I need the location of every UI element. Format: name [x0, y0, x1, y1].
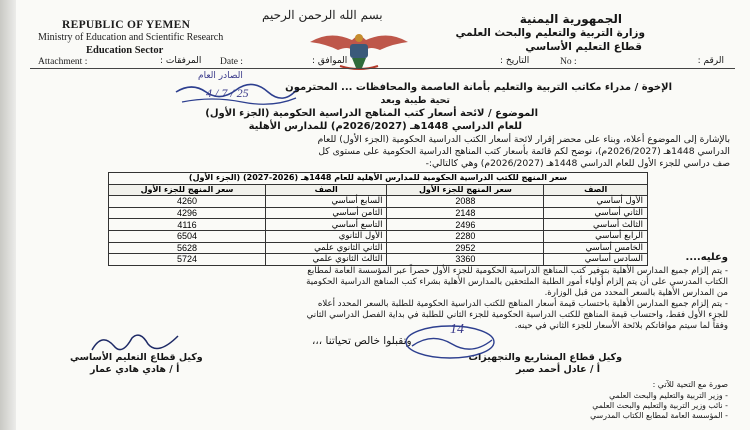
date-label-ar: التاريخ : — [500, 56, 530, 66]
grade-cell: الأول أساسي — [544, 196, 648, 208]
price-table — [108, 172, 648, 266]
scan-edge-shadow — [0, 0, 16, 430]
attachments-label-ar: المرفقات : — [160, 56, 202, 66]
header-sector-en: Education Sector — [86, 45, 164, 56]
grade-cell: الخامس أساسي — [544, 242, 648, 254]
table-row — [109, 230, 648, 242]
subject-line-1: الموضوع / لائحة أسعار كتب المناهج الدراسية الحكومية (الجزء الأول) — [205, 108, 538, 119]
notes-heading: وعليه.... — [685, 252, 728, 263]
grade-cell: التاسع أساسي — [265, 219, 386, 231]
price-cell: 2280 — [387, 230, 544, 242]
table-row — [109, 254, 648, 266]
closing-line: وتقبلوا خالص تحياتنا ،،، — [312, 335, 412, 347]
grade-cell: الثالث الثانوي علمي — [265, 254, 386, 266]
hijri-label-ar: الموافق : — [312, 56, 348, 66]
price-cell: 4116 — [109, 219, 266, 231]
note-line: للجزء الأول فقط، واحتساب قيمة المناهج للكتب الدراسية الحكومية للجزء الثاني للطلبة في بداية الفصل الدراسي الثاني — [306, 310, 728, 320]
price-cell: 2496 — [387, 219, 544, 231]
date-label-en: Date : — [220, 57, 243, 67]
cc-item: - وزير التربية والتعليم والبحث العلمي — [609, 391, 728, 400]
header-price-a: سعر المنهج للجزء الأول — [387, 184, 544, 196]
signature-title-left: وكيل قطاع التعليم الأساسي — [70, 352, 203, 363]
price-cell: 5628 — [109, 242, 266, 254]
price-cell: 6504 — [109, 230, 266, 242]
grade-cell: الأول الثانوي — [265, 230, 386, 242]
body-paragraph-2: الدراسي 1448هـ (2026/2027م)، نوضح لكم قائمة بأسعار كتب المناهج الدراسية الحكومية على مستوى كل — [318, 146, 730, 157]
grade-cell: الثاني الثانوي علمي — [265, 242, 386, 254]
price-cell: 2088 — [387, 196, 544, 208]
grade-cell: الثامن أساسي — [265, 207, 386, 219]
greeting: تحية طيبة وبعد — [380, 95, 450, 106]
number-label-ar: الرقم : — [697, 56, 724, 66]
table-row — [109, 242, 648, 254]
handwritten-date: 4 / 7 / 25 — [206, 86, 249, 100]
price-table-header-row — [109, 184, 648, 196]
handwritten-signature-right — [392, 322, 502, 362]
signature-title-right: وكيل قطاع المشاريع والتجهيزات — [468, 352, 622, 363]
grade-cell: الثالث أساسي — [544, 219, 648, 231]
subject-line-2: للعام الدراسي 1448هـ (2026/2027م) للمدارس الأهلية — [248, 121, 522, 132]
outgoing-stamp: الصادر العام — [198, 71, 243, 81]
note-line: - يتم إلزام جميع المدارس الأهلية باحتساب قيمة أسعار المناهج للكتب الدراسية الحكومية للطلبة بالسعر المحدد أعلاه — [317, 299, 728, 309]
addressee: الإخوة / مدراء مكاتب التربية والتعليم بأمانة العاصمة والمحافظات ... المحترمون — [285, 82, 672, 93]
price-cell: 2952 — [387, 242, 544, 254]
price-cell: 3360 — [387, 254, 544, 266]
table-row — [109, 196, 648, 208]
cc-item: - المؤسسة العامة لمطابع الكتاب المدرسي — [590, 411, 728, 420]
handwritten-number: 14 — [450, 322, 464, 337]
price-table-caption: سعر المنهج للكتب الدراسية الحكومية للمدارس الأهلية للعام 1448هـ (2026-2027) (الجزء الأول) — [109, 173, 648, 185]
eagle-emblem-icon — [300, 22, 418, 74]
header-country-en: REPUBLIC OF YEMEN — [62, 19, 191, 31]
note-line: - يتم إلزام جميع المدارس الأهلية بتوفير كتب المناهج الدراسية الحكومية للجزء الأول حصراً عبر المؤسسة العامة لمطابع — [307, 266, 728, 276]
grade-cell: السابع أساسي — [265, 196, 386, 208]
header-grade-b: الصف — [265, 184, 386, 196]
header-grade-a: الصف — [544, 184, 648, 196]
price-cell: 4296 — [109, 207, 266, 219]
price-table-caption-row — [109, 173, 648, 185]
grade-cell: السادس أساسي — [544, 254, 648, 266]
signature-name-right: أ / عادل أحمد صبر — [515, 364, 600, 375]
header-country-ar: الجمهورية اليمنية — [519, 12, 622, 26]
table-row — [109, 207, 648, 219]
attachment-label-en: Attachment : — [38, 57, 88, 67]
header-price-b: سعر المنهج للجزء الأول — [109, 184, 266, 196]
bismillah: بسم الله الرحمن الرحيم — [262, 8, 383, 22]
header-divider — [30, 68, 735, 69]
header-sector-ar: قطاع التعليم الأساسي — [525, 41, 642, 53]
grade-cell: الثاني أساسي — [544, 207, 648, 219]
cc-heading: صورة مع التحية للآتي : — [652, 380, 728, 389]
body-paragraph-3: صف دراسي للجزء الأول للعام الدراسي 1448هـ (2026/2027م) وهي كالتالي:- — [425, 158, 730, 169]
cc-item: - نائب وزير التربية والتعليم والبحث العلمي — [592, 401, 728, 410]
price-cell: 2148 — [387, 207, 544, 219]
no-label-en: No : — [560, 57, 577, 67]
price-cell: 4260 — [109, 196, 266, 208]
grade-cell: الرابع أساسي — [544, 230, 648, 242]
note-line: وفقاً لما سيتم موافاتكم بلائحة الأسعار للجزء الثاني في حينه. — [514, 321, 728, 331]
header-ministry-ar: وزارة التربية والتعليم والبحث العلمي — [455, 27, 645, 39]
handwritten-signature-left — [88, 328, 183, 358]
note-line: من المدارس الأهلية بالسعر المحدد من قبل الوزارة. — [544, 288, 728, 298]
body-paragraph-1: بالإشارة إلى الموضوع أعلاه، وبناء على محضر إقرار لائحة أسعار الكتب الدراسية الحكومية (الجزء الأول) للعام — [317, 134, 730, 145]
table-row — [109, 219, 648, 231]
note-line: الكتاب المدرسي على أن يتم إلزام أولياء أمور الطلبة الملتحقين بالمدارس الأهلية بشراء كتب المناهج الدراسية الحكومية — [306, 277, 728, 287]
signature-name-left: أ / هادي هادي عمار — [90, 364, 180, 375]
header-ministry-en: Ministry of Education and Scientific Research — [38, 32, 224, 43]
price-cell: 5724 — [109, 254, 266, 266]
